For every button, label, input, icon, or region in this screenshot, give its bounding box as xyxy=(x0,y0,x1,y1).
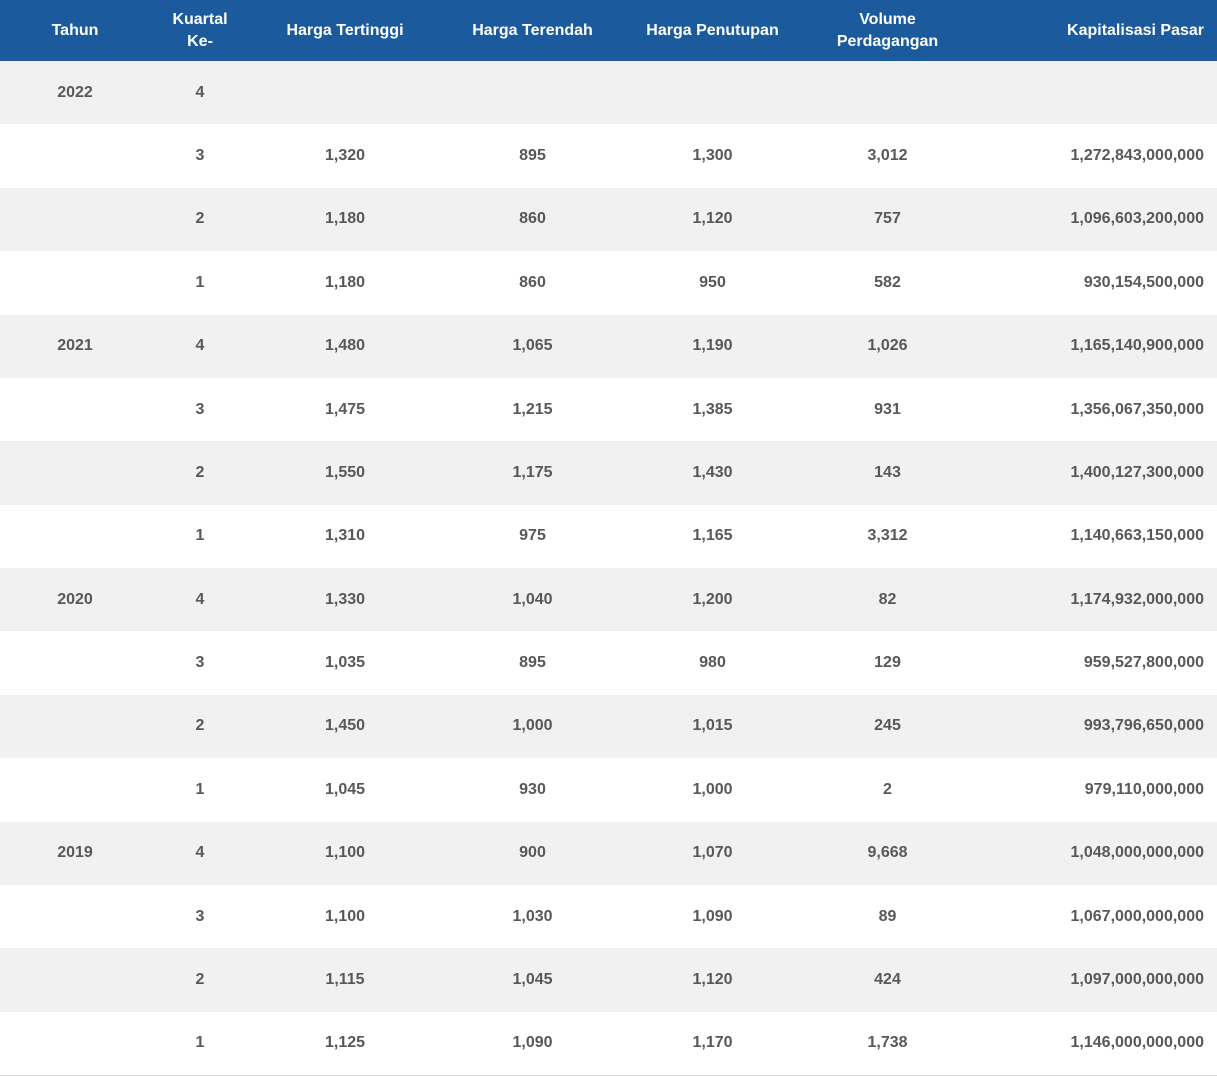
table-body xyxy=(0,61,1217,1076)
cell-tahun xyxy=(0,885,150,948)
cell-penutupan: 1,120 xyxy=(692,970,733,988)
cell-tahun xyxy=(0,188,150,251)
cell-volume: 9,668 xyxy=(867,844,908,862)
table-row xyxy=(0,568,1217,631)
column-header-tertinggi: Harga Tertinggi xyxy=(250,0,440,61)
table-row xyxy=(0,124,1217,187)
table-row xyxy=(0,885,1217,948)
cell-tahun xyxy=(0,251,150,314)
cell-terendah: 1,065 xyxy=(512,337,553,355)
cell-terendah: 1,090 xyxy=(512,1034,553,1052)
cell-tertinggi: 1,550 xyxy=(324,463,366,481)
cell-terendah: 1,000 xyxy=(512,717,553,735)
cell-tahun: 2022 xyxy=(57,83,93,101)
cell-volume: 129 xyxy=(874,654,901,672)
cell-penutupan: 1,000 xyxy=(692,780,733,798)
table-row xyxy=(0,441,1217,504)
cell-kapitalisasi: 993,796,650,000 xyxy=(1083,717,1204,735)
cell-kuartal: 2 xyxy=(195,970,205,988)
cell-kapitalisasi xyxy=(975,61,1217,124)
column-header-kuartal: Kuartal Ke- xyxy=(150,0,250,61)
cell-penutupan: 1,170 xyxy=(692,1034,733,1052)
cell-tertinggi: 1,180 xyxy=(324,273,366,291)
cell-kapitalisasi: 1,146,000,000,000 xyxy=(1070,1034,1204,1052)
table-row xyxy=(0,1012,1217,1076)
cell-kapitalisasi: 1,165,140,900,000 xyxy=(1070,337,1204,355)
cell-terendah: 900 xyxy=(519,844,546,862)
cell-tahun xyxy=(0,948,150,1011)
cell-kapitalisasi: 979,110,000,000 xyxy=(1084,780,1204,798)
cell-terendah: 1,215 xyxy=(512,400,553,418)
cell-penutupan: 1,385 xyxy=(692,400,733,418)
cell-kapitalisasi: 1,356,067,350,000 xyxy=(1070,400,1204,418)
table-row xyxy=(0,61,1217,124)
cell-penutupan: 950 xyxy=(699,273,726,291)
cell-volume: 931 xyxy=(874,400,901,418)
cell-volume: 757 xyxy=(874,210,901,228)
cell-kapitalisasi: 1,272,843,000,000 xyxy=(1070,147,1204,165)
cell-volume: 424 xyxy=(874,970,901,988)
column-header-terendah: Harga Terendah xyxy=(440,0,625,61)
cell-kuartal: 1 xyxy=(195,780,205,798)
cell-volume: 3,312 xyxy=(867,527,908,545)
cell-kapitalisasi: 1,140,663,150,000 xyxy=(1070,527,1204,545)
cell-kuartal: 1 xyxy=(195,1034,205,1052)
cell-kuartal: 3 xyxy=(195,907,205,925)
cell-tertinggi: 1,100 xyxy=(324,907,366,925)
cell-penutupan: 980 xyxy=(699,654,726,672)
cell-terendah: 895 xyxy=(519,147,546,165)
cell-tahun xyxy=(0,378,150,441)
cell-kuartal: 4 xyxy=(195,337,205,355)
cell-volume: 82 xyxy=(878,590,897,608)
cell-kuartal: 3 xyxy=(195,400,205,418)
cell-terendah: 860 xyxy=(519,273,546,291)
cell-kapitalisasi: 1,400,127,300,000 xyxy=(1070,463,1204,481)
cell-tertinggi: 1,035 xyxy=(324,654,366,672)
cell-tertinggi: 1,125 xyxy=(324,1034,366,1052)
column-header-penutupan: Harga Penutupan xyxy=(625,0,800,61)
table-row xyxy=(0,948,1217,1011)
cell-volume: 143 xyxy=(874,463,901,481)
cell-kuartal: 1 xyxy=(195,273,205,291)
cell-penutupan: 1,015 xyxy=(692,717,733,735)
cell-tahun: 2019 xyxy=(57,844,93,862)
cell-penutupan: 1,120 xyxy=(692,210,733,228)
table-row xyxy=(0,251,1217,314)
cell-tahun xyxy=(0,695,150,758)
cell-tahun: 2020 xyxy=(57,590,93,608)
cell-tahun: 2021 xyxy=(57,337,93,355)
cell-kuartal: 2 xyxy=(195,210,205,228)
cell-kapitalisasi: 1,067,000,000,000 xyxy=(1070,907,1204,925)
cell-volume: 2 xyxy=(883,780,892,798)
cell-kapitalisasi: 930,154,500,000 xyxy=(1083,273,1204,291)
cell-terendah: 930 xyxy=(519,780,546,798)
cell-kapitalisasi: 959,527,800,000 xyxy=(1083,654,1204,672)
cell-terendah xyxy=(440,61,625,124)
column-header-kapitalisasi: Kapitalisasi Pasar xyxy=(975,0,1217,61)
cell-tahun xyxy=(0,758,150,821)
cell-kuartal: 3 xyxy=(195,147,205,165)
cell-kapitalisasi: 1,096,603,200,000 xyxy=(1070,210,1204,228)
column-header-volume: Volume Perdagangan xyxy=(800,0,975,61)
table-row xyxy=(0,378,1217,441)
cell-tertinggi: 1,100 xyxy=(324,844,366,862)
table-row xyxy=(0,505,1217,568)
cell-tahun xyxy=(0,1012,150,1076)
cell-terendah: 975 xyxy=(519,527,546,545)
cell-tahun xyxy=(0,441,150,504)
table-row xyxy=(0,188,1217,251)
cell-volume: 245 xyxy=(874,717,901,735)
cell-terendah: 860 xyxy=(519,210,546,228)
cell-kuartal: 2 xyxy=(195,717,205,735)
cell-penutupan: 1,430 xyxy=(692,463,733,481)
cell-kuartal: 1 xyxy=(195,527,205,545)
cell-volume: 582 xyxy=(874,273,901,291)
cell-tertinggi: 1,115 xyxy=(325,970,365,988)
cell-tertinggi xyxy=(250,61,440,124)
cell-volume xyxy=(800,61,975,124)
table-row xyxy=(0,631,1217,694)
cell-kuartal: 4 xyxy=(195,590,205,608)
cell-tertinggi: 1,045 xyxy=(324,780,366,798)
cell-penutupan: 1,200 xyxy=(692,590,733,608)
cell-penutupan: 1,190 xyxy=(692,337,733,355)
cell-tertinggi: 1,480 xyxy=(324,337,366,355)
cell-tertinggi: 1,180 xyxy=(324,210,366,228)
table-row xyxy=(0,695,1217,758)
cell-tahun xyxy=(0,505,150,568)
table-row xyxy=(0,315,1217,378)
cell-tertinggi: 1,330 xyxy=(324,590,366,608)
cell-volume: 1,026 xyxy=(867,337,908,355)
cell-tahun xyxy=(0,631,150,694)
table-row xyxy=(0,758,1217,821)
cell-volume: 1,738 xyxy=(867,1034,908,1052)
cell-kuartal: 4 xyxy=(195,83,205,101)
cell-kapitalisasi: 1,048,000,000,000 xyxy=(1070,844,1204,862)
cell-tertinggi: 1,320 xyxy=(324,147,366,165)
cell-penutupan xyxy=(625,61,800,124)
cell-terendah: 1,175 xyxy=(512,463,553,481)
cell-penutupan: 1,165 xyxy=(692,527,733,545)
cell-tertinggi: 1,450 xyxy=(324,717,366,735)
cell-penutupan: 1,070 xyxy=(692,844,733,862)
cell-penutupan: 1,300 xyxy=(692,147,733,165)
cell-volume: 89 xyxy=(878,907,897,925)
header-row xyxy=(0,0,1217,61)
cell-kuartal: 2 xyxy=(195,463,205,481)
cell-terendah: 895 xyxy=(519,654,546,672)
cell-tahun xyxy=(0,124,150,187)
cell-tertinggi: 1,475 xyxy=(324,400,366,418)
cell-kuartal: 3 xyxy=(195,654,205,672)
cell-kapitalisasi: 1,097,000,000,000 xyxy=(1070,970,1204,988)
cell-penutupan: 1,090 xyxy=(692,907,733,925)
cell-kuartal: 4 xyxy=(195,844,205,862)
cell-terendah: 1,040 xyxy=(512,590,553,608)
column-header-tahun: Tahun xyxy=(0,0,150,61)
cell-kapitalisasi: 1,174,932,000,000 xyxy=(1070,590,1204,608)
cell-terendah: 1,030 xyxy=(512,907,553,925)
cell-volume: 3,012 xyxy=(867,147,908,165)
table-header xyxy=(0,0,1217,61)
cell-terendah: 1,045 xyxy=(512,970,553,988)
cell-tertinggi: 1,310 xyxy=(324,527,366,545)
table-row xyxy=(0,822,1217,885)
